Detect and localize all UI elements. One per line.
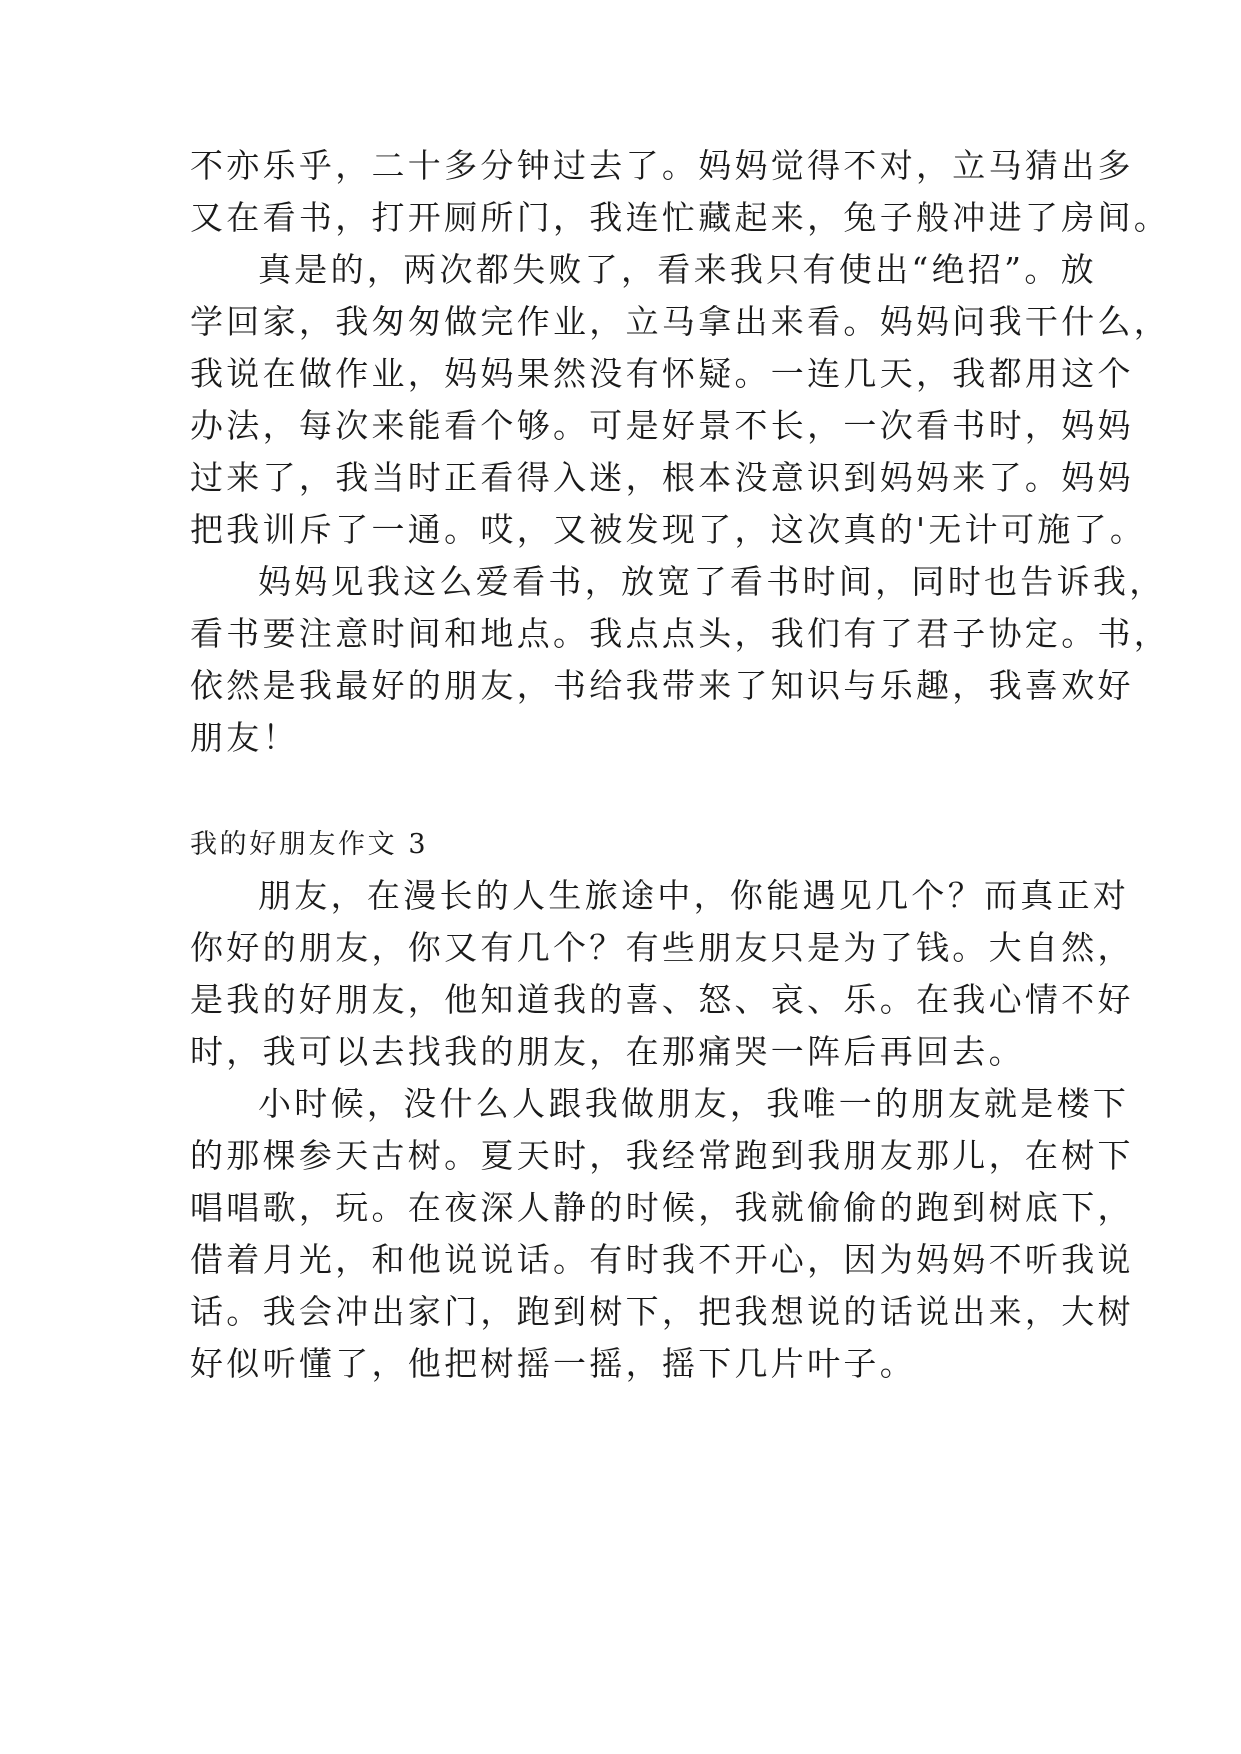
- paragraph-line: 过来了，我当时正看得入迷，根本没意识到妈妈来了。妈妈: [190, 458, 1134, 497]
- section-heading: 我的好朋友作文 3: [190, 829, 429, 860]
- paragraph-first-line: 小时候，没什么人跟我做朋友，我唯一的朋友就是楼下: [258, 1084, 1130, 1123]
- paragraph-line: 好似听懂了，他把树摇一摇，摇下几片叶子。: [190, 1344, 916, 1383]
- paragraph-line: 又在看书，打开厕所门，我连忙藏起来，兔子般冲进了房间。: [190, 198, 1171, 237]
- paragraph-line: 办法，每次来能看个够。可是好景不长，一次看书时，妈妈: [190, 406, 1134, 445]
- paragraph-line: 时，我可以去找我的朋友，在那痛哭一阵后再回去。: [190, 1032, 1025, 1071]
- paragraph-line: 不亦乐乎，二十多分钟过去了。妈妈觉得不对，立马猜出多: [190, 146, 1134, 185]
- paragraph-line: 你好的朋友，你又有几个？有些朋友只是为了钱。大自然，: [190, 928, 1134, 967]
- paragraph-line: 话。我会冲出家门，跑到树下，把我想说的话说出来，大树: [190, 1292, 1134, 1331]
- paragraph-line: 朋友！: [190, 718, 299, 757]
- paragraph-line: 把我训斥了一通。哎，又被发现了，这次真的'无计可施了。: [190, 510, 1147, 549]
- paragraph-first-line: 真是的，两次都失败了，看来我只有使出“绝招”。放: [258, 250, 1097, 289]
- paragraph-line: 是我的好朋友，他知道我的喜、怒、哀、乐。在我心情不好: [190, 980, 1134, 1019]
- paragraph-line: 看书要注意时间和地点。我点点头，我们有了君子协定。书，: [190, 614, 1171, 653]
- paragraph-line: 借着月光，和他说说话。有时我不开心，因为妈妈不听我说: [190, 1240, 1134, 1279]
- paragraph-line: 我说在做作业，妈妈果然没有怀疑。一连几天，我都用这个: [190, 354, 1134, 393]
- paragraph-line: 依然是我最好的朋友，书给我带来了知识与乐趣，我喜欢好: [190, 666, 1134, 705]
- paragraph-first-line: 妈妈见我这么爱看书，放宽了看书时间，同时也告诉我，: [258, 562, 1166, 601]
- paragraph-first-line: 朋友，在漫长的人生旅途中，你能遇见几个？而真正对: [258, 876, 1130, 915]
- paragraph-line: 的那棵参天古树。夏天时，我经常跑到我朋友那儿，在树下: [190, 1136, 1134, 1175]
- paragraph-line: 学回家，我匆匆做完作业，立马拿出来看。妈妈问我干什么，: [190, 302, 1171, 341]
- paragraph-line: 唱唱歌，玩。在夜深人静的时候，我就偷偷的跑到树底下，: [190, 1188, 1134, 1227]
